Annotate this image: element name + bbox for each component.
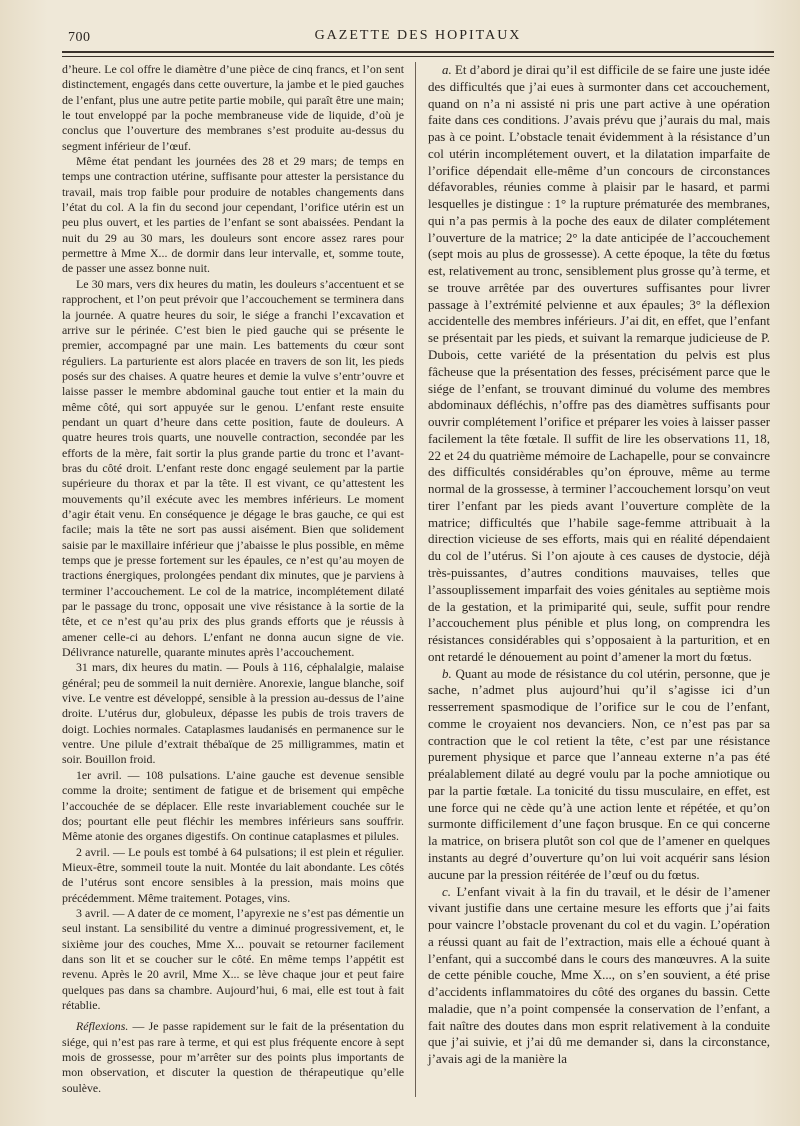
paragraph-text: — Je passe rapidement sur le fait de la présentation du siége, qui n’est pas rare à terme, et qui est plus fréquente encore à sept mois de grossesse, pour m’arrêter sur des points plus importants de mon observation, et discuter la question de thérapeutique qu’elle soulève. bbox=[62, 1019, 404, 1095]
paragraph: Le 30 mars, vers dix heures du matin, les douleurs s’accentuent et se rapprochent, et l’on peut prévoir que l’accouchement se terminera dans la journée. A quatre heures du soir, le siége a franchi l’excavation et arrive sur le périnée. C’est bien le pied gauche qui se présente le premier, accompagné par une main. Les battements du cœur sont réguliers. La parturiente est alors placée en travers de son lit, les pieds posés sur des chaises. A quatre heures et demie la vulve s’entr’ouvre et laisse passer le membre abdominal gauche tout entier et la main du même côté, qui sort appuyée sur le genou. L’enfant reste ensuite pendant un quart d’heure dans cette position, faute de douleurs. A quatre heures trois quarts, une nouvelle contraction, secondée par les efforts de la mère, fait sortir la plus grande partie du tronc et l’avant-bras du côté droit. L’enfant reste donc engagé seulement par la partie supérieure du thorax et par la tête. Il est vivant, ce qu’attestent les mouvements qu’il exécute avec les membres inférieurs. Le moment d’agir était venu. En conséquence je dégage le bras gauche, ce qui est facile; mais la tête ne sort pas aussi aisément. Bien que solidement saisie par le maxillaire inférieur que j’abaisse le plus possible, en même temps que je presse fortement sur les épaules, ce n’est qu’au moyen de tractions énergiques, prolongées pendant dix minutes, que je parviens à terminer l’accouchement. Le col de la matrice, incomplétement dilaté par le passage du tronc, opposait une vive résistance à la sortie de la tête, et ce n’est qu’au prix des plus grands efforts que je réussis à amener celle-ci au dehors. L’enfant ne donna aucun signe de vie. Délivrance naturelle, quarante minutes après l’accouchement. bbox=[62, 276, 404, 660]
header-rule-thick bbox=[62, 51, 774, 53]
section-lead: b. bbox=[442, 665, 452, 681]
column-divider bbox=[415, 62, 416, 1097]
right-column bbox=[428, 62, 770, 1068]
paragraph: 31 mars, dix heures du matin. — Pouls à 116, céphalalgie, malaise général; peu de sommeil la nuit dernière. Anorexie, langue blanche, soif vive. Le ventre est développé, sensible à la pression au-dessus de l’aine droite. L’utérus dur, globuleux, dépasse les pubis de trois travers de doigt. Lochies normales. Cataplasmes laudanisés en permanence sur le ventre. Une pilule d’extrait thébaïque de 25 milligrammes, matin et soir. Bouillon froid. bbox=[62, 660, 404, 767]
paragraph-b bbox=[428, 666, 770, 884]
paragraph-text: Et d’abord je dirai qu’il est difficile de se faire une juste idée des difficultés que j’ai eues à surmonter dans cet accouchement, quand on n’a ni assisté ni pris une part active à une opération faite dans ces conditions. J’avais prévu que j’aurais du mal, mais pas à ce point. L’obstacle tenait évidemment à la résistance d’un col utérin incomplétement ouvert, et la dilatation imparfaite de l’orifice dépendait elle-même d’un concours de circonstances défavorables, réunies comme à plaisir par le hasard, et parmi lesquelles je distingue : 1° la rupture prématurée des membranes, qui n’a pas permis à la poche des eaux de dilater complétement l’ouverture de la matrice; 2° la date anticipée de l’accouchement (sept mois au plus de grossesse). A cette époque, la tête du fœtus est, relativement au tronc, sensiblement plus grosse qu’à terme, et se trouve arrêtée par des ouvertures suffisantes pour livrer passage à l’extrémité pelvienne et aux épaules; 3° la déflexion accidentelle des membres inférieurs. J’ai dit, en effet, que l’enfant se présentait par les pieds, et suivant la remarque judicieuse de P. Dubois, cette variété de la présentation du pelvis est plus fâcheuse que la présentation des fesses, précisément parce que le siége de l’enfant, se trouvant diminué du volume des membres abdominaux défléchis, n’offre pas des diamètres suffisants pour ouvrir complétement l’orifice et préparer les voies à laisser passer facilement la tête fœtale. Il suffit de lire les observations 11, 18, 22 et 24 du quatrième mémoire de Lachapelle, pour se convaincre des difficultés considérables qu’on éprouve, même au terme normal de la grossesse, à terminer l’accouchement lorsqu’on veut tirer l’enfant par les pieds avant l’ouverture complète de la matrice; difficultés que l’habile sage-femme attribuait à la direction vicieuse de ses efforts, mais qui en réalité dépendaient du col de l’utérus. Si l’on ajoute à ces causes de dystocie, déjà très-puissantes, d’autres conditions mauvaises, telles que l’assouplissement imparfait des voies génitales au septième mois de la gestation, et la primiparité qui, seule, suffit pour rendre l’accouchement plus pénible et plus long, on comprendra les résistances considérables qui s’opposaient à la parturition, et en ont retardé le dénouement au point d’amener la mort du fœtus. bbox=[428, 62, 770, 664]
section-lead: a. bbox=[442, 62, 452, 77]
journal-title: GAZETTE DES HOPITAUX bbox=[314, 28, 522, 43]
page-header bbox=[62, 28, 774, 50]
page-number: 700 bbox=[68, 30, 91, 45]
section-lead: c. bbox=[442, 883, 451, 899]
paragraph-text: L’enfant vivait à la fin du travail, et le désir de l’amener vivant justifie dans une certaine mesure les efforts que j’ai faits pour vaincre l’obstacle provenant du col et du vagin. L’opération a réussi quant au fait de l’extraction, mais elle a échoué quant à l’enfant, qui a succombé dans le cours des manœuvres. A la suite de cette pénible couche, Mme X..., on s’en souvient, a été prise d’accidents inflammatoires du côté des organes du bassin. Cette maladie, que n’a point compensée la conservation de l’enfant, a fait naître des doutes dans mon esprit relativement à la conduite que j’ai suivie, et j’ai dû me demander si, dans la circonstance, j’avais agi de la manière la bbox=[428, 883, 770, 1067]
section-lead: Réflexions. bbox=[76, 1019, 129, 1034]
paragraph-c bbox=[428, 884, 770, 1068]
paragraph: d’heure. Le col offre le diamètre d’une pièce de cinq francs, et l’on sent distinctement, engagés dans cette ouverture, la jambe et le pied gauches de l’enfant, plus une autre petite partie mobile, qui paraît être une main; le tout enveloppé par la poche membraneuse vide de liquide, d’où je conclus que l’ouverture des membranes s’est produite au-dessus du segment inférieur de l’œuf. bbox=[62, 62, 404, 153]
paragraph-a bbox=[428, 62, 770, 666]
paragraph: Même état pendant les journées des 28 et 29 mars; de temps en temps une contraction utérine, suffisante pour attester la persistance du travail, mais trop faible pour produire de notables changements dans l’état du col. A la fin du second jour cependant, l’orifice utérin est un peu plus ouvert, et les parties de l’enfant se sont abaissées. Pendant la nuit du 29 au 30 mars, les douleurs sont encore assez rares pour permettre à Mme X... de dormir dans leur intervalle, et, somme toute, de passer une assez bonne nuit. bbox=[62, 154, 404, 276]
paragraph-text: Quant au mode de résistance du col utérin, personne, que je sache, n’admet plus aujourd’hui qu’il s’agisse ici d’un resserrement spasmodique de l’orifice sur le cou de l’enfant, comme le croyaient nos devanciers. Non, ce n’est pas par sa contraction que le col retient la tête, c’est par une résistance purement physique et parce que l’anneau externe n’a pas été préalablement dilaté au degré voulu par la poche amniotique ou par la partie fœtale. La tonicité du tissu musculaire, en effet, est une force qui ne cède qu’à une action lente et répétée, et qu’on surmonte difficilement d’une façon brusque. En ce qui concerne la matrice, on brisera plutôt son col que de l’amener en quelques instants au degré d’ouverture qu’on lui voit acquérir sans lésion aucune par la pression réitérée de l’œuf ou du fœtus. bbox=[428, 665, 770, 882]
paragraph-reflexions bbox=[62, 1019, 404, 1096]
paragraph: 2 avril. — Le pouls est tombé à 64 pulsations; il est plein et régulier. Mieux-être, sommeil toute la nuit. Montée du lait abondante. Les côtés de l’utérus sont encore sensibles à la pression, mais moins que précédemment. Même traitement. Potages, vins. bbox=[62, 844, 404, 905]
paragraph: 3 avril. — A dater de ce moment, l’apyrexie ne s’est pas démentie un seul instant. La sensibilité du ventre a diminué progressivement, et, le sixième jour des couches, Mme X... pouvait se retourner facilement dans son lit et se coucher sur le côté. En même temps l’appétit est revenu. Après le 20 avril, Mme X... se lève chaque jour et peut faire quelques pas dans sa chambre. Aujourd’hui, 6 mai, elle est tout à fait rétablie. bbox=[62, 905, 404, 1012]
paragraph: 1er avril. — 108 pulsations. L’aine gauche est devenue sensible comme la droite; sentiment de fatigue et de brisement qui empêche l’accouchée de se déplacer. Elle reste invariablement couchée sur le dos; pourtant elle peut fléchir les membres inférieurs sans souffrir. Même atonie des organes digestifs. On continue cataplasmes et pilules. bbox=[62, 767, 404, 844]
left-column bbox=[62, 62, 404, 1096]
header-rule-thin bbox=[62, 56, 774, 57]
